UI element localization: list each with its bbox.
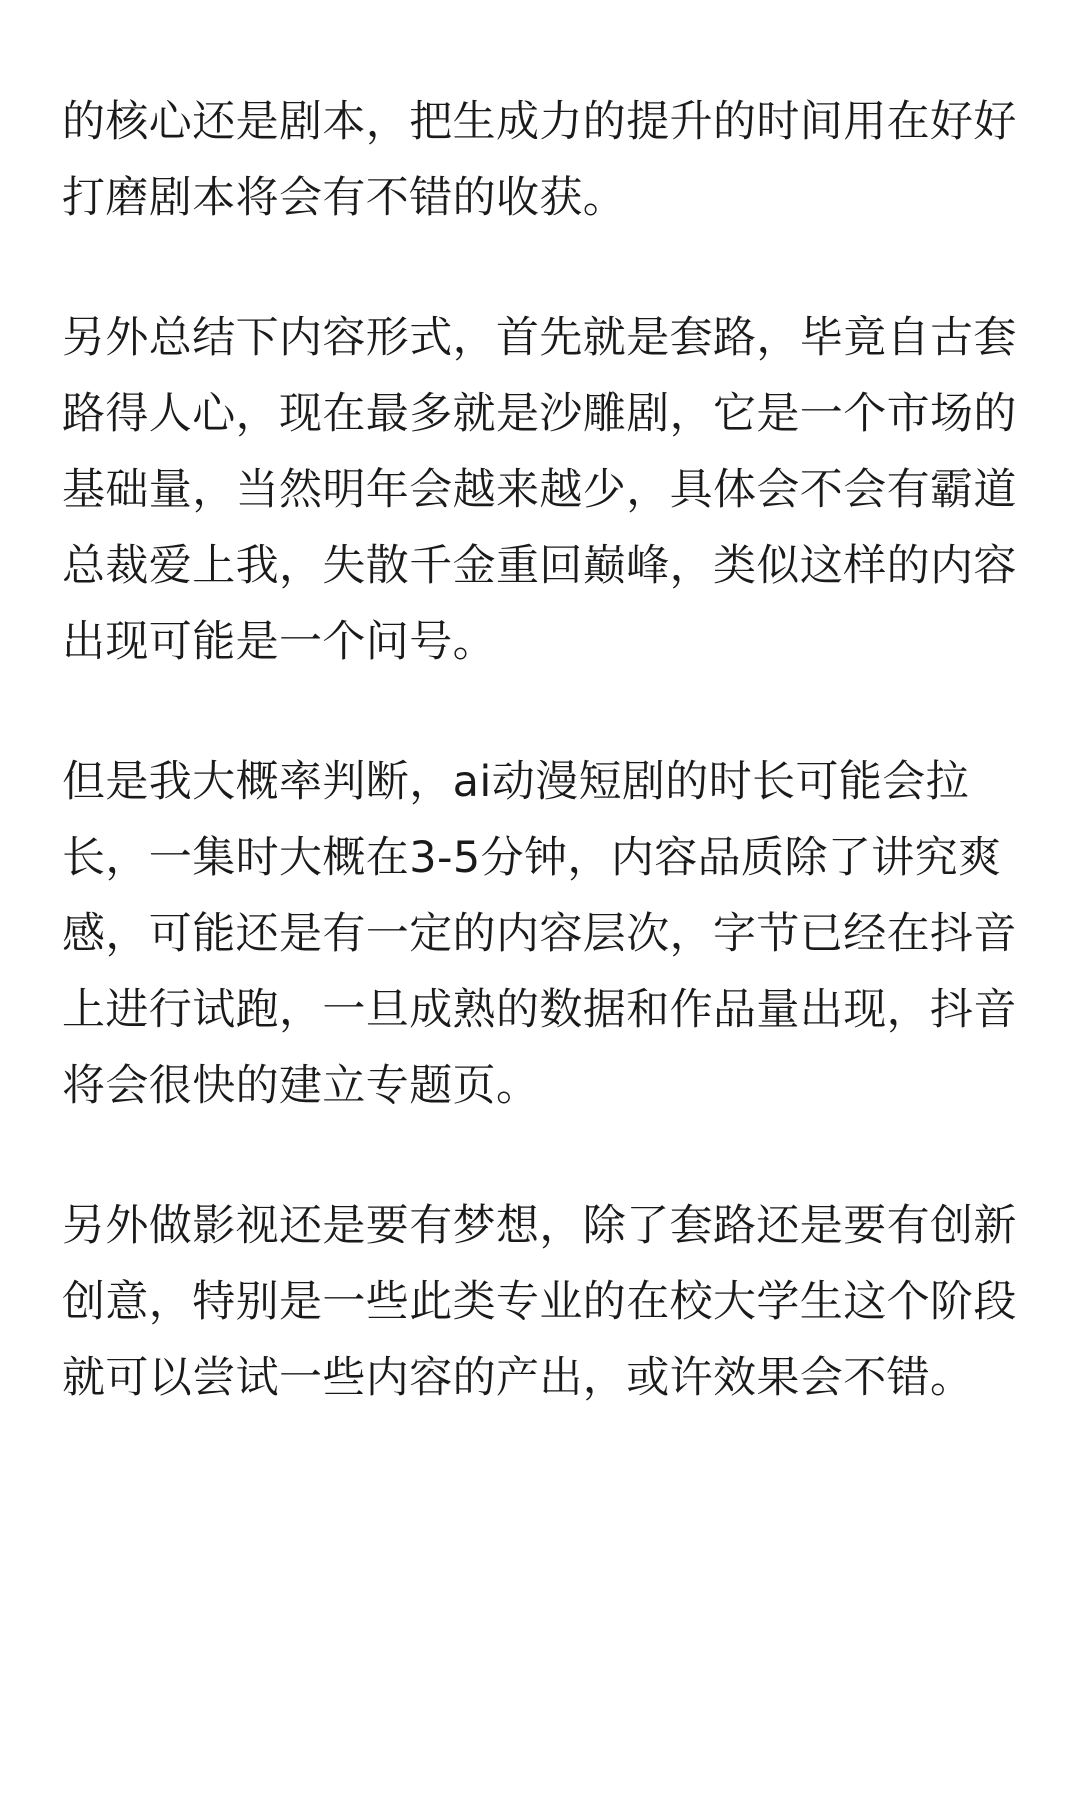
paragraph-4 bbox=[62, 1188, 1032, 1416]
text-line: 的核心还是剧本，把生成力的提升的时间用在好好 bbox=[62, 97, 1017, 147]
text-line: 但是我大概率判断，ai动漫短剧的时长可能会拉 bbox=[62, 757, 970, 807]
paragraph-1 bbox=[62, 84, 1032, 236]
text-line: 路得人心，现在最多就是沙雕剧，它是一个市场的 bbox=[62, 389, 1017, 439]
text-line: 将会很快的建立专题页。 bbox=[62, 1061, 540, 1111]
text-line: 出现可能是一个问号。 bbox=[62, 617, 496, 667]
paragraph-2 bbox=[62, 300, 1032, 680]
text-line: 另外总结下内容形式，首先就是套路，毕竟自古套 bbox=[62, 313, 1017, 363]
text-line: 就可以尝试一些内容的产出，或许效果会不错。 bbox=[62, 1353, 974, 1403]
article-body bbox=[62, 84, 1032, 1480]
text-line: 另外做影视还是要有梦想，除了套路还是要有创新 bbox=[62, 1201, 1017, 1251]
text-line: 上进行试跑，一旦成熟的数据和作品量出现，抖音 bbox=[62, 985, 1017, 1035]
text-line: 打磨剧本将会有不错的收获。 bbox=[62, 173, 627, 223]
text-line: 长，一集时大概在3-5分钟，内容品质除了讲究爽 bbox=[62, 833, 1002, 883]
text-line: 基础量，当然明年会越来越少，具体会不会有霸道 bbox=[62, 465, 1017, 515]
paragraph-3 bbox=[62, 744, 1032, 1124]
text-line: 创意，特别是一些此类专业的在校大学生这个阶段 bbox=[62, 1277, 1017, 1327]
text-line: 总裁爱上我，失散千金重回巅峰，类似这样的内容 bbox=[62, 541, 1017, 591]
text-line: 感，可能还是有一定的内容层次，字节已经在抖音 bbox=[62, 909, 1017, 959]
